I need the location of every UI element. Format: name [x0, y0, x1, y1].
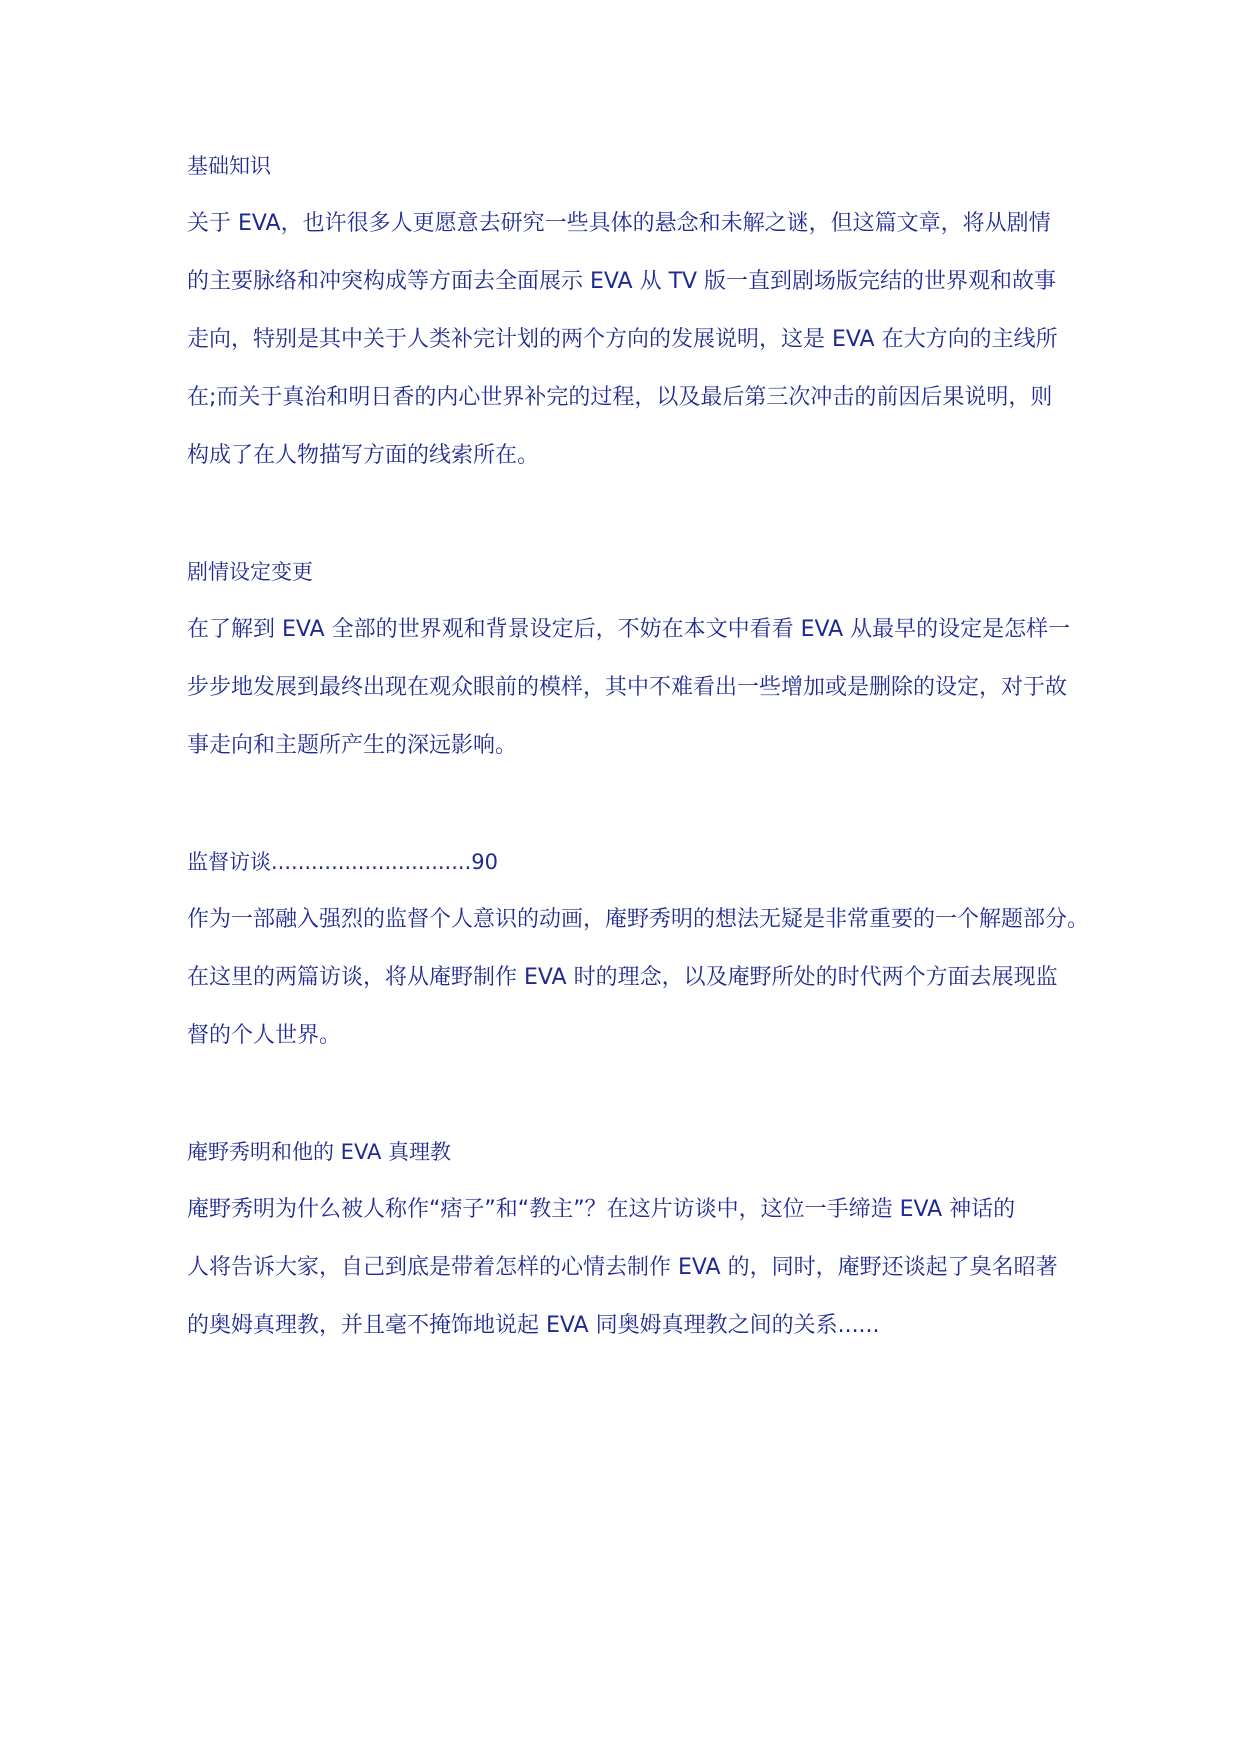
section-anno-eva-religion-line: 的奥姆真理教，并且毫不掩饰地说起 EVA 同奥姆真理教之间的关系......: [187, 1313, 880, 1338]
section-heading-interviews: 监督访谈..............................90: [187, 850, 498, 874]
section-heading-anno-eva-religion: 庵野秀明和他的 EVA 真理教: [187, 1140, 452, 1164]
section-basics-line: 构成了在人物描写方面的线索所在。: [187, 443, 540, 468]
section-basics-line: 在;而关于真治和明日香的内心世界补完的过程，以及最后第三次冲击的前因后果说明，则: [187, 385, 1053, 410]
section-interviews-line: 作为一部融入强烈的监督个人意识的动画，庵野秀明的想法无疑是非常重要的一个解题部分。: [187, 907, 1090, 932]
section-basics-line: 的主要脉络和冲突构成等方面去全面展示 EVA 从 TV 版一直到剧场版完结的世界观和故事: [187, 269, 1057, 294]
section-interviews-line: 在这里的两篇访谈，将从庵野制作 EVA 时的理念，以及庵野所处的时代两个方面去展现监: [187, 965, 1058, 990]
section-basics-line: 关于 EVA，也许很多人更愿意去研究一些具体的悬念和未解之谜，但这篇文章，将从剧情: [187, 211, 1051, 236]
section-heading-basics: 基础知识: [187, 154, 271, 178]
section-anno-eva-religion-line: 庵野秀明为什么被人称作“痞子”和“教主”？在这片访谈中，这位一手缔造 EVA 神话的: [187, 1197, 1016, 1222]
section-basics-line: 走向，特别是其中关于人类补完计划的两个方向的发展说明，这是 EVA 在大方向的主线所: [187, 327, 1058, 352]
section-anno-eva-religion-line: 人将告诉大家，自己到底是带着怎样的心情去制作 EVA 的，同时，庵野还谈起了臭名昭著: [187, 1255, 1058, 1280]
section-plot-changes-line: 步步地发展到最终出现在观众眼前的模样，其中不难看出一些增加或是删除的设定，对于故: [187, 675, 1068, 700]
section-plot-changes-line: 在了解到 EVA 全部的世界观和背景设定后，不妨在本文中看看 EVA 从最早的设定是怎样一: [187, 617, 1071, 642]
section-interviews-line: 督的个人世界。: [187, 1023, 342, 1048]
section-plot-changes-line: 事走向和主题所产生的深远影响。: [187, 733, 518, 758]
section-heading-plot-changes: 剧情设定变更: [187, 560, 313, 584]
